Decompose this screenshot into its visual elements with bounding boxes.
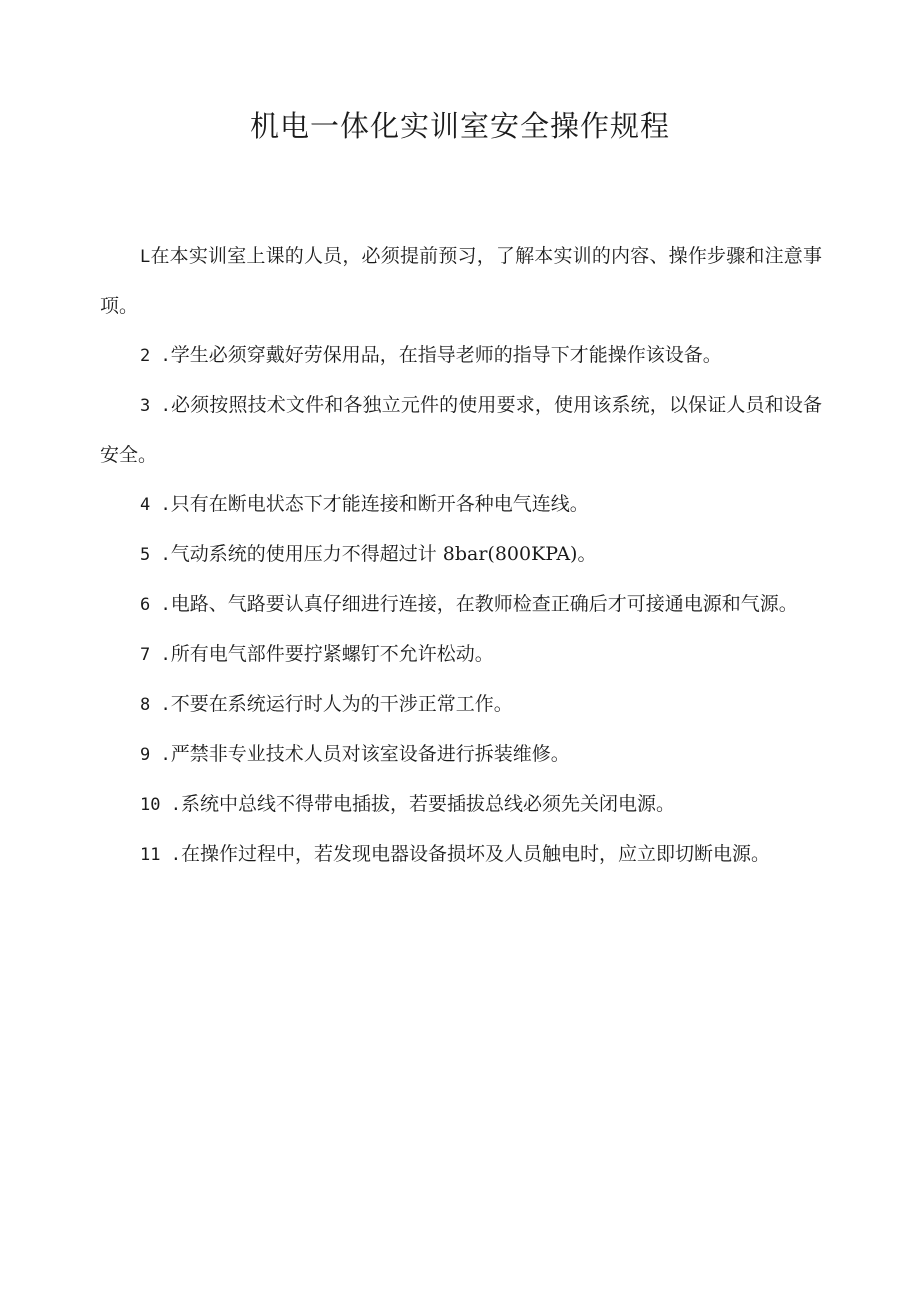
document-title: 机电一体化实训室安全操作规程	[249, 109, 670, 143]
rule-text: 系统中总线不得带电插拔，若要插拔总线必须先关闭电源。	[180, 793, 675, 815]
rule-item	[100, 530, 822, 580]
rules-list	[100, 232, 822, 880]
rule-number: 3 .	[140, 396, 171, 416]
rule-number: 5 .	[140, 545, 171, 565]
rule-item	[100, 830, 822, 880]
rule-item	[100, 780, 822, 830]
rule-number: 6 .	[140, 595, 171, 615]
rule-item	[100, 480, 822, 530]
rule-number: 4 .	[140, 495, 171, 515]
rule-text: 气动系统的使用压力不得超过计 8bar(800KPA)。	[170, 543, 597, 565]
rule-number: 8 .	[140, 695, 171, 715]
rule-number: 2 .	[140, 346, 171, 366]
rule-number: 10 .	[140, 795, 181, 815]
rule-item	[100, 580, 822, 630]
rule-item	[100, 630, 822, 680]
rule-item	[100, 730, 822, 780]
rule-number: L	[140, 247, 151, 267]
rule-number: 9 .	[140, 745, 171, 765]
rule-text: 学生必须穿戴好劳保用品，在指导老师的指导下才能操作该设备。	[170, 344, 722, 366]
rule-text: 不要在系统运行时人为的干涉正常工作。	[170, 693, 513, 715]
rule-item	[100, 381, 822, 480]
rule-item	[100, 232, 822, 331]
rule-number: 11 .	[140, 845, 181, 865]
rule-text: 在操作过程中，若发现电器设备损坏及人员触电时，应立即切断电源。	[180, 843, 770, 865]
rule-text: 只有在断电状态下才能连接和断开各种电气连线。	[170, 493, 589, 515]
rule-text: 所有电气部件要拧紧螺钉不允许松动。	[170, 643, 494, 665]
rule-text: 在本实训室上课的人员，必须提前预习，了解本实训的内容、操作步骤和注意事项。	[100, 245, 822, 317]
rule-text: 必须按照技术文件和各独立元件的使用要求，使用该系统，以保证人员和设备安全。	[100, 394, 822, 466]
rule-text: 电路、气路要认真仔细进行连接，在教师检查正确后才可接通电源和气源。	[170, 593, 798, 615]
rule-item	[100, 331, 822, 381]
rule-item	[100, 680, 822, 730]
rule-text: 严禁非专业技术人员对该室设备进行拆装维修。	[170, 743, 570, 765]
rule-number: 7 .	[140, 645, 171, 665]
